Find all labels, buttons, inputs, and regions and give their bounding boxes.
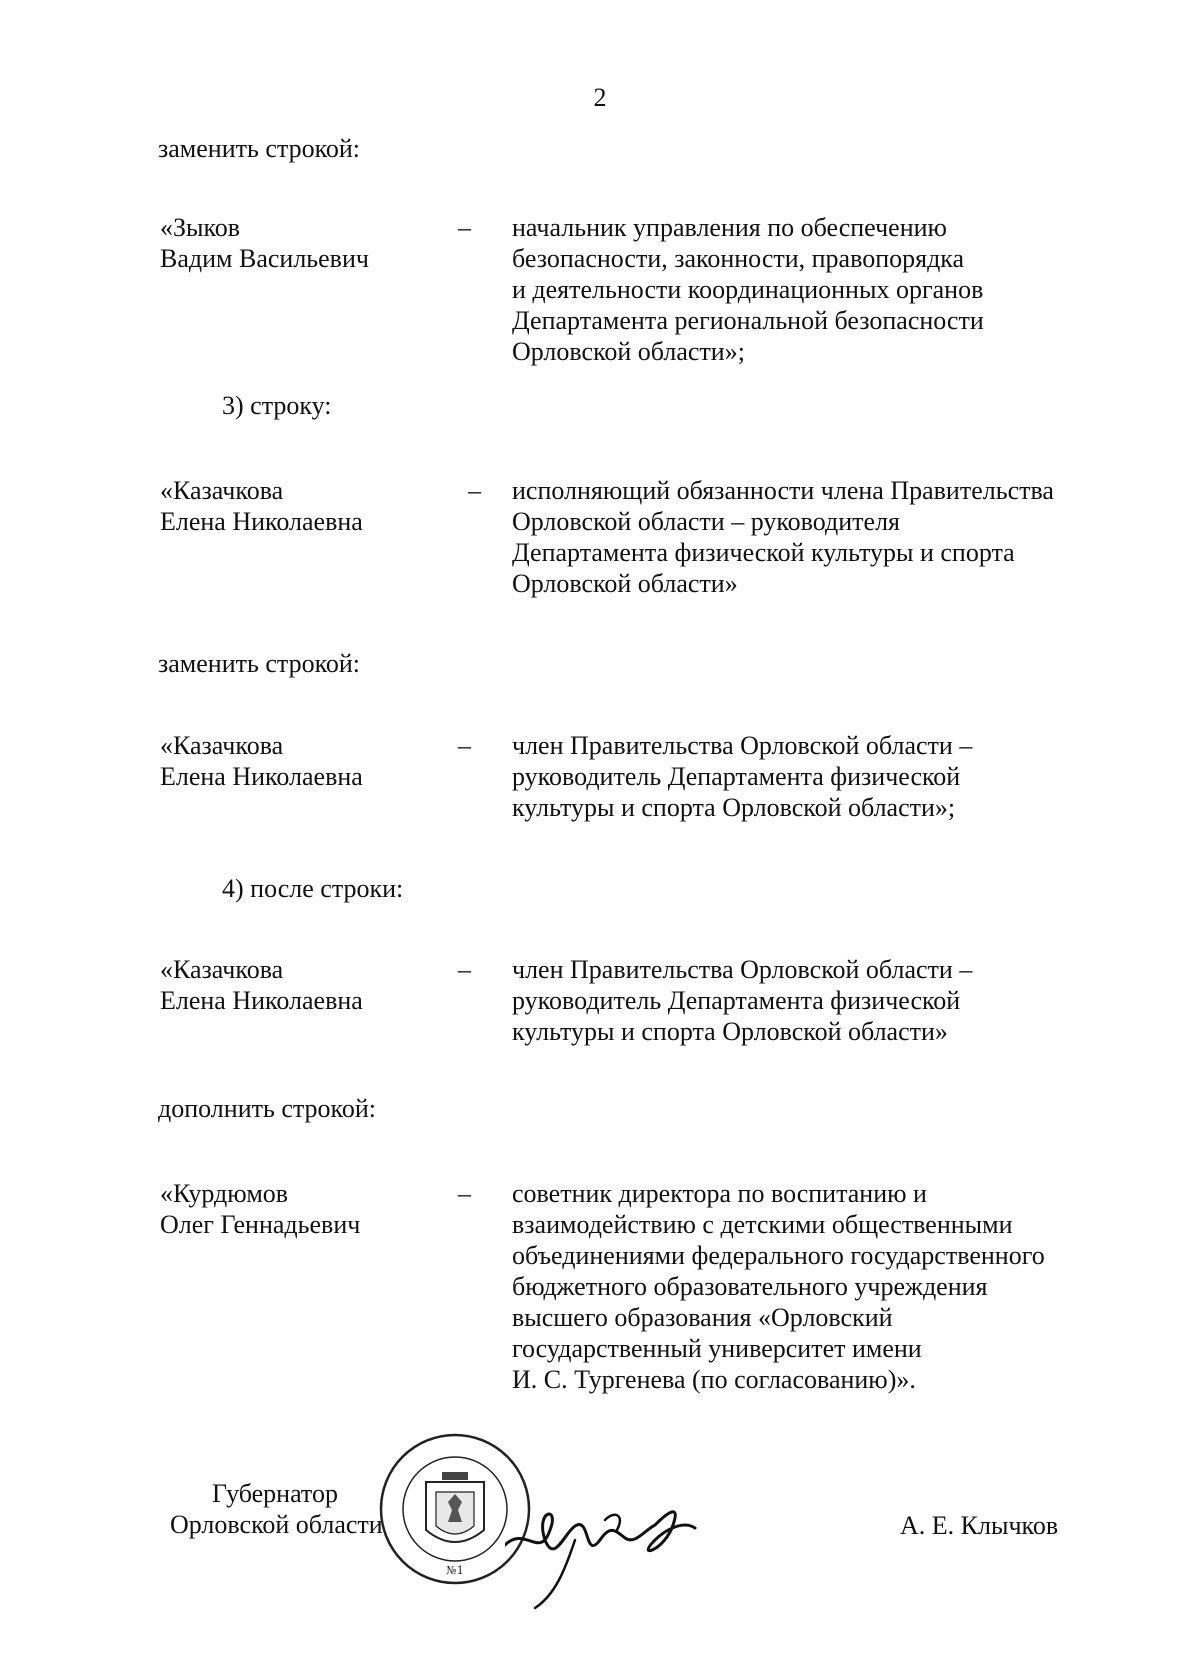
position-line: Губернатор — [212, 1479, 338, 1508]
desc-line: И. С. Тургенева (по согласованию)». — [512, 1365, 916, 1394]
desc-line: безопасности, законности, правопорядка — [512, 244, 965, 273]
name-line: «Казачкова — [160, 731, 284, 760]
instruction-add: дополнить строкой: — [158, 1094, 376, 1123]
name-line: Елена Николаевна — [160, 762, 363, 791]
entry-name — [160, 1178, 360, 1240]
instruction-item-4: 4) после строки: — [222, 874, 404, 903]
desc-line: объединениями федерального государственного — [512, 1241, 1045, 1270]
name-line: Елена Николаевна — [160, 986, 363, 1015]
instruction-item-3: 3) строку: — [222, 391, 332, 420]
desc-line: бюджетного образовательного учреждения — [512, 1272, 988, 1301]
entry-name — [160, 212, 369, 274]
name-line: Олег Геннадьевич — [160, 1210, 361, 1239]
entry-dash: – — [458, 731, 471, 760]
desc-line: руководитель Департамента физической — [512, 762, 961, 791]
desc-line: Орловской области»; — [512, 337, 745, 366]
signer-position — [170, 1478, 383, 1540]
entry-dash: – — [458, 213, 471, 242]
desc-line: исполняющий обязанности члена Правительства — [512, 476, 1054, 505]
desc-line: член Правительства Орловской области – — [512, 955, 973, 984]
desc-line: Орловской области» — [512, 569, 738, 598]
name-line: Елена Николаевна — [160, 507, 363, 536]
desc-line: культуры и спорта Орловской области»; — [512, 793, 956, 822]
entry-description — [512, 730, 1072, 823]
entry-name — [160, 730, 363, 792]
name-line: «Казачкова — [160, 955, 284, 984]
entry-dash: – — [458, 955, 471, 984]
desc-line: советник директора по воспитанию и — [512, 1179, 927, 1208]
page-number: 2 — [593, 83, 607, 112]
name-line: «Казачкова — [160, 476, 284, 505]
instruction-replace-2: заменить строкой: — [158, 649, 361, 678]
desc-line: и деятельности координационных органов — [512, 275, 984, 304]
entry-description — [512, 475, 1072, 599]
seal-number: №1 — [446, 1564, 464, 1577]
entry-name — [160, 954, 363, 1016]
desc-line: государственный университет имени — [512, 1334, 922, 1363]
desc-line: руководитель Департамента физической — [512, 986, 961, 1015]
desc-line: высшего образования «Орловский — [512, 1303, 893, 1332]
signer-name: А. Е. Клычков — [900, 1511, 1059, 1540]
desc-line: культуры и спорта Орловской области» — [512, 1017, 948, 1046]
entry-dash: – — [468, 476, 481, 505]
desc-line: Департамента региональной безопасности — [512, 306, 984, 335]
name-line: «Курдюмов — [160, 1179, 289, 1208]
entry-description — [512, 1178, 1072, 1395]
entry-name — [160, 475, 363, 537]
name-line: Вадим Васильевич — [160, 244, 369, 273]
desc-line: Орловской области – руководителя — [512, 507, 901, 536]
desc-line: взаимодействию с детскими общественными — [512, 1210, 1013, 1239]
desc-line: начальник управления по обеспечению — [512, 213, 947, 242]
handwritten-signature-icon — [505, 1470, 705, 1610]
instruction-replace-1: заменить строкой: — [158, 134, 361, 163]
desc-line: Департамента физической культуры и спорта — [512, 538, 1015, 567]
name-line: «Зыков — [160, 213, 241, 242]
entry-description — [512, 212, 1072, 367]
position-line: Орловской области — [170, 1510, 383, 1539]
desc-line: член Правительства Орловской области – — [512, 731, 973, 760]
entry-description — [512, 954, 1072, 1047]
entry-dash: – — [458, 1179, 471, 1208]
